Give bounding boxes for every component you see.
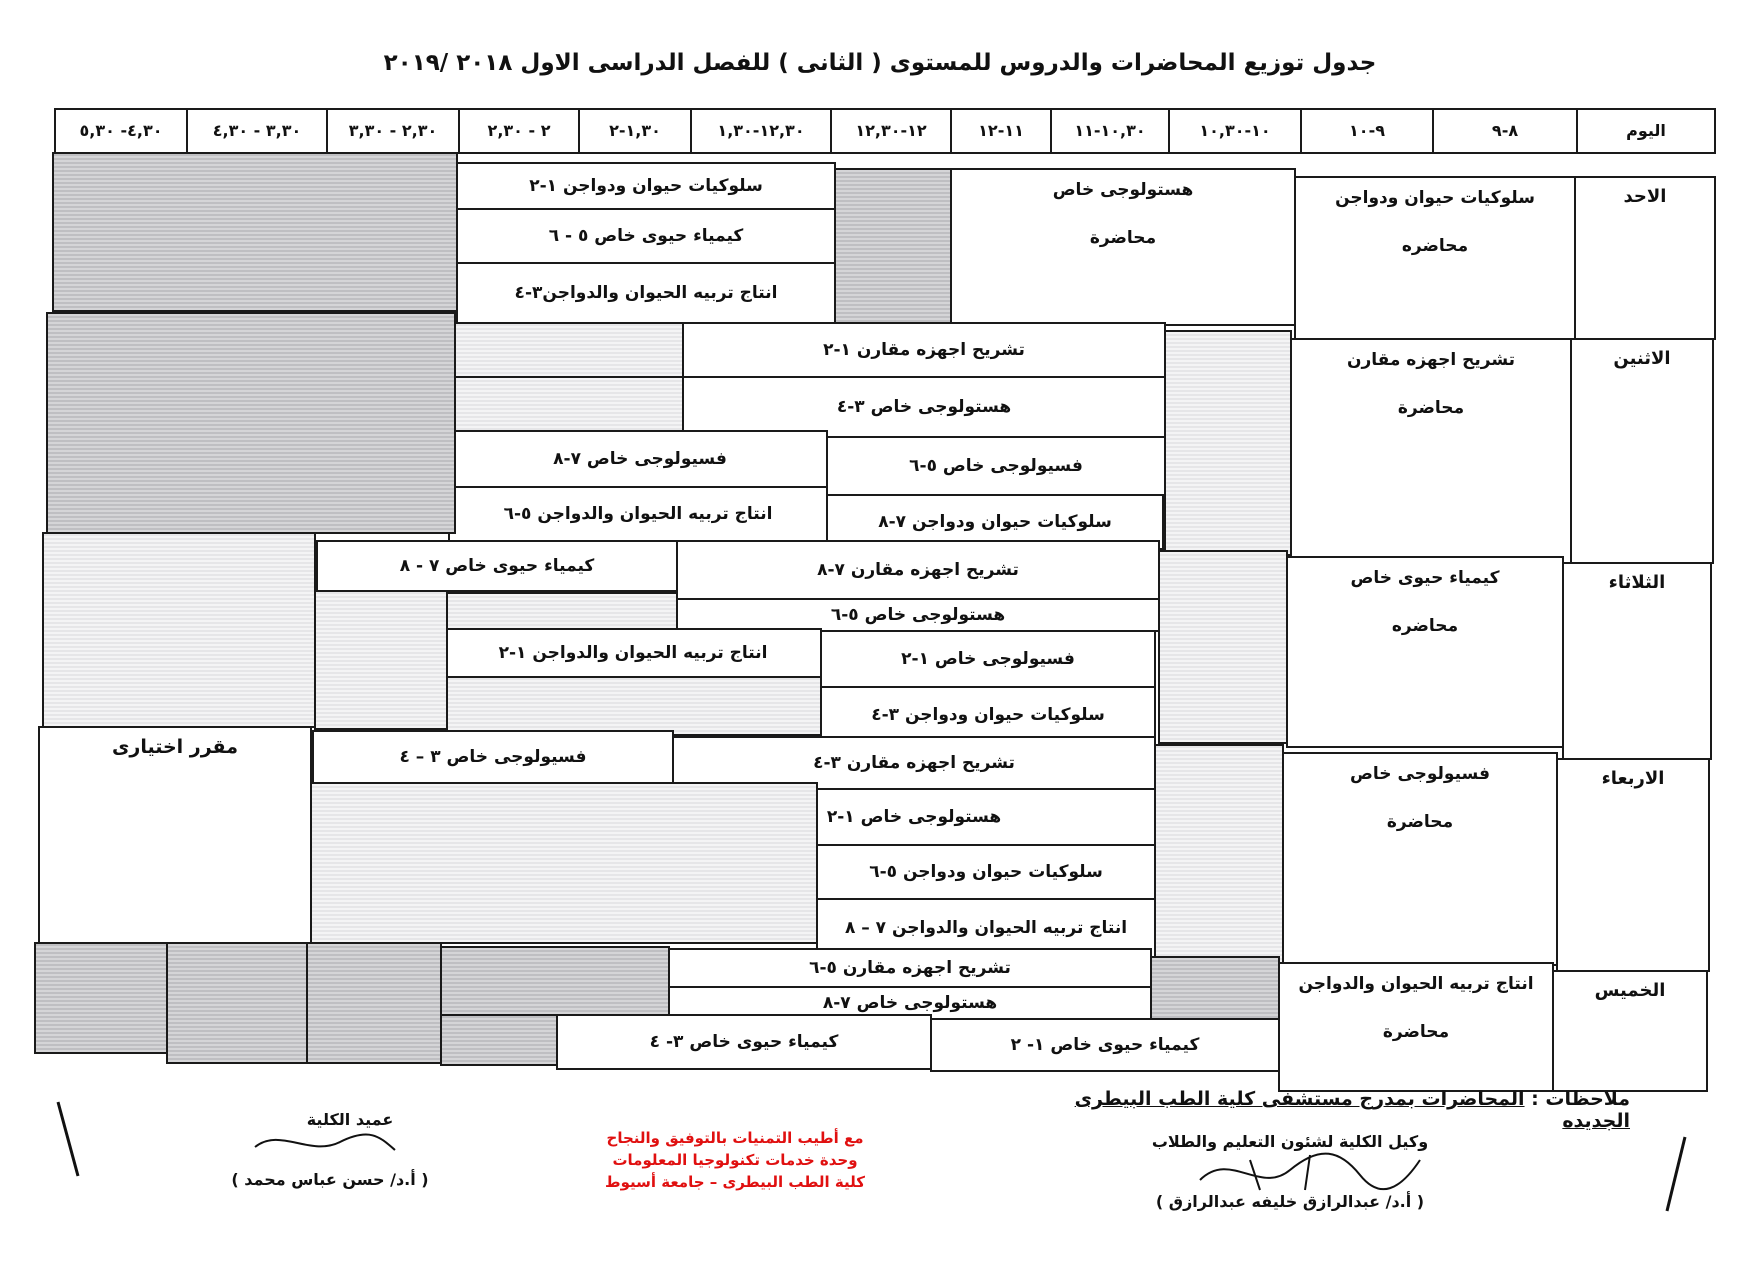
day-thursday: الخميس: [1552, 970, 1708, 1092]
empty-cell: [314, 590, 448, 730]
lecture-title: هستولوجى خاص: [1052, 180, 1194, 200]
header-time: ٢,٣٠ - ٣,٣٠: [326, 108, 460, 154]
thursday-section-a: تشريح اجهزه مقارن ٥-٦: [668, 948, 1152, 988]
header-time: ١٢,٣٠-١,٣٠: [690, 108, 832, 154]
wednesday-lecture: [1282, 752, 1558, 966]
lecture-type: محاضره: [1391, 616, 1459, 637]
tuesday-section-e: كيمياء حيوى خاص ٧ - ٨: [316, 540, 678, 592]
notes-label: ملاحظات :: [1531, 1088, 1630, 1110]
header-time: ١٠-١٠,٣٠: [1168, 108, 1302, 154]
margin-mark: [1655, 1135, 1695, 1215]
header-time: ٩-١٠: [1300, 108, 1434, 154]
tuesday-section-f: انتاج تربيه الحيوان والدواجن ١-٢: [444, 628, 822, 678]
notes: [1060, 1088, 1630, 1132]
tuesday-lecture: [1286, 556, 1564, 748]
empty-cell: [446, 592, 678, 630]
footer-line: كلية الطب البيطرى – جامعة أسيوط: [605, 1172, 865, 1191]
header-time: ١٠,٣٠-١١: [1050, 108, 1170, 154]
monday-lecture: [1290, 338, 1572, 564]
empty-cell: [440, 1014, 558, 1066]
empty-cell: [52, 152, 458, 312]
tuesday-section-d: سلوكيات حيوان ودواجن ٣-٤: [820, 686, 1156, 744]
footer-line: وحدة خدمات تكنولوجيا المعلومات: [612, 1150, 858, 1169]
wednesday-section-e: فسيولوجى خاص ٣ – ٤: [312, 730, 674, 784]
tuesday-section-b: هستولوجى خاص ٥-٦: [676, 598, 1160, 632]
footer-message: [560, 1128, 910, 1193]
thursday-lecture: [1278, 962, 1554, 1092]
monday-section-e: فسيولوجى خاص ٧-٨: [452, 430, 828, 488]
empty-cell: [454, 322, 684, 378]
lecture-type: محاضرة: [1089, 228, 1157, 249]
footer-line: مع أطيب التمنيات بالتوفيق والنجاح: [606, 1129, 864, 1147]
break-cell: [1150, 956, 1280, 1026]
lecture-type: محاضره: [1401, 236, 1469, 257]
wednesday-elective: مقرر اختيارى: [38, 726, 312, 944]
vice-dean-title: وكيل الكلية لشئون التعليم والطلاب: [1151, 1132, 1429, 1151]
wednesday-section-d: انتاج تربيه الحيوان والدواجن ٧ – ٨: [816, 898, 1156, 958]
margin-mark: [50, 1100, 90, 1180]
wednesday-section-c: سلوكيات حيوان ودواجن ٥-٦: [816, 844, 1156, 900]
header-time: ٨-٩: [1432, 108, 1578, 154]
empty-cell: [310, 782, 818, 944]
header-time: ١٢-١٢,٣٠: [830, 108, 952, 154]
dean-name: ( أ.د/ حسن عباس محمد ): [231, 1170, 429, 1189]
break-cell: [834, 168, 952, 326]
sunday-lecture-1: [1294, 176, 1576, 340]
dean-signature: [250, 1122, 400, 1162]
empty-cell: [166, 942, 308, 1064]
empty-cell: [440, 946, 670, 1016]
sunday-section-2: كيمياء حيوى خاص ٥ - ٦: [456, 208, 836, 264]
lecture-title: كيمياء حيوى خاص: [1350, 568, 1500, 588]
header-time: ١,٣٠-٢: [578, 108, 692, 154]
monday-section-c: فسيولوجى خاص ٥-٦: [826, 436, 1166, 496]
lecture-title: تشريح اجهزه مقارن: [1346, 350, 1516, 370]
thursday-section-b: هستولوجى خاص ٧-٨: [668, 986, 1152, 1020]
day-wednesday: الاربعاء: [1556, 758, 1710, 972]
page-title: جدول توزيع المحاضرات والدروس للمستوى ( الثانى ) للفصل الدراسى الاول ٢٠١٨ /٢٠١٩: [383, 50, 1377, 76]
break-cell: [1154, 744, 1284, 964]
monday-section-f: انتاج تربيه الحيوان والدواجن ٥-٦: [448, 486, 828, 542]
thursday-section-d: كيمياء حيوى خاص ٣- ٤: [556, 1014, 932, 1070]
empty-cell: [34, 942, 168, 1054]
lecture-type: محاضرة: [1386, 812, 1454, 833]
break-cell: [1158, 550, 1288, 744]
empty-cell: [42, 532, 316, 728]
monday-section-b: هستولوجى خاص ٣-٤: [682, 376, 1166, 438]
header-time: ٢ - ٢,٣٠: [458, 108, 580, 154]
day-tuesday: الثلاثاء: [1562, 562, 1712, 760]
header-day: اليوم: [1576, 108, 1716, 154]
tuesday-section-a: تشريح اجهزه مقارن ٧-٨: [676, 540, 1160, 600]
lecture-title: انتاج تربيه الحيوان والدواجن: [1298, 974, 1534, 994]
day-monday: الاثنين: [1570, 338, 1714, 564]
sunday-section-3: انتاج تربيه الحيوان والدواجن٣-٤: [456, 262, 836, 324]
lecture-title: سلوكيات حيوان ودواجن: [1335, 188, 1535, 208]
lecture-type: محاضرة: [1382, 1022, 1450, 1043]
lecture-title: فسيولوجى خاص: [1350, 764, 1490, 784]
empty-cell: [306, 942, 442, 1064]
thursday-section-c: كيمياء حيوى خاص ١- ٢: [930, 1018, 1280, 1072]
dean-title: عميد الكلية: [306, 1110, 394, 1129]
header-time: ٣,٣٠ - ٤,٣٠: [186, 108, 328, 154]
empty-cell: [442, 676, 822, 736]
wednesday-section-a: تشريح اجهزه مقارن ٣-٤: [672, 736, 1156, 790]
tuesday-section-c: فسيولوجى خاص ١-٢: [820, 630, 1156, 688]
notes-text: المحاضرات بمدرج مستشفى كلية الطب البيطرى الجديده: [1074, 1088, 1630, 1132]
break-cell: [1164, 330, 1292, 556]
empty-cell: [454, 376, 684, 438]
empty-cell: [46, 312, 456, 534]
header-time: ١١-١٢: [950, 108, 1052, 154]
monday-section-a: تشريح اجهزه مقارن ١-٢: [682, 322, 1166, 378]
header-time: ٤,٣٠- ٥,٣٠: [54, 108, 188, 154]
lecture-type: محاضرة: [1397, 398, 1465, 419]
monday-section-d: سلوكيات حيوان ودواجن ٧-٨: [826, 494, 1164, 550]
sunday-section-1: سلوكيات حيوان ودواجن ١-٢: [456, 162, 836, 210]
vice-dean-signature: [1190, 1140, 1430, 1200]
wednesday-section-b: هستولوجى خاص ١-٢: [672, 788, 1156, 846]
sunday-lecture-2: [950, 168, 1296, 326]
day-sunday: الاحد: [1574, 176, 1716, 340]
vice-dean-name: ( أ.د/ عبدالرازق خليفه عبدالرازق ): [1155, 1192, 1425, 1211]
